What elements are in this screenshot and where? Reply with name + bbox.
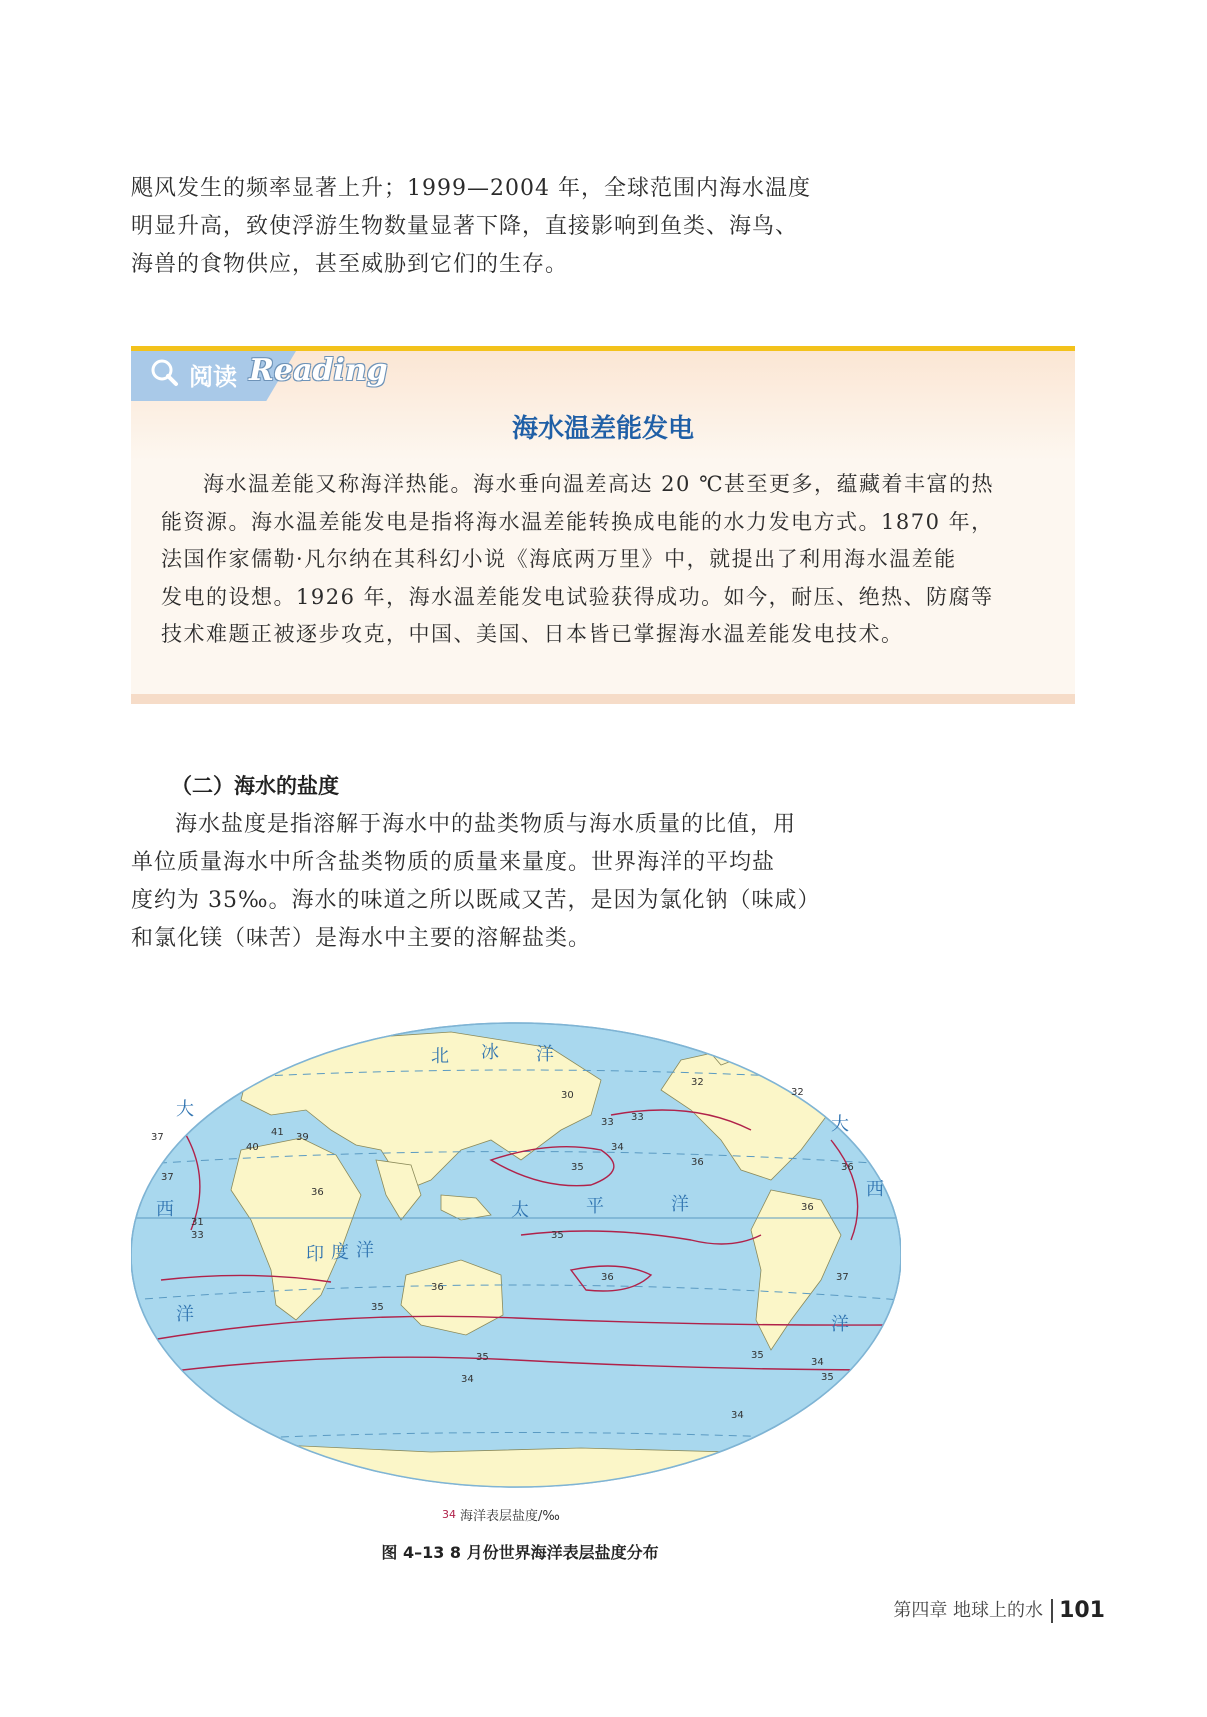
section-heading: （二）海水的盐度 <box>171 774 339 798</box>
reading-title: 海水温差能发电 <box>511 414 694 444</box>
intro-paragraph <box>131 170 851 284</box>
intro-line: 飓风发生的频率显著上升；1999—2004 年，全球范围内海水温度 <box>131 176 811 201</box>
isohaline-label: 36 <box>801 1202 814 1213</box>
isohaline-label: 40 <box>246 1142 259 1153</box>
figure-caption: 图 4–13 8 月份世界海洋表层盐度分布 <box>381 1543 659 1562</box>
intro-line: 明显升高，致使浮游生物数量显著下降，直接影响到鱼类、海鸟、 <box>131 214 799 239</box>
ocean-label: 洋 <box>671 1194 689 1215</box>
isohaline-label: 35 <box>821 1372 834 1383</box>
land-antarctica <box>131 1445 901 1490</box>
isohaline-label: 31 <box>191 1217 204 1228</box>
isohaline-label: 36 <box>311 1187 324 1198</box>
isohaline-label: 36 <box>431 1282 444 1293</box>
ocean-label: 冰 <box>481 1042 499 1063</box>
isohaline-label: 33 <box>631 1112 644 1123</box>
legend-text: 海洋表层盐度/‰ <box>460 1509 560 1524</box>
reading-line: 法国作家儒勒·凡尔纳在其科幻小说《海底两万里》中，就提出了利用海水温差能 <box>161 547 957 571</box>
reading-box <box>131 346 1075 704</box>
ocean-label: 洋 <box>176 1304 194 1325</box>
legend-symbol: 34 <box>442 1508 456 1521</box>
ocean-label: 太 <box>511 1200 529 1221</box>
isohaline-label: 32 <box>791 1087 804 1098</box>
reading-body <box>161 466 1051 654</box>
intro-line: 海兽的食物供应，甚至威胁到它们的生存。 <box>131 252 569 277</box>
isohaline-label: 35 <box>751 1350 764 1361</box>
salinity-map <box>131 1020 901 1490</box>
salinity-line: 单位质量海水中所含盐类物质的质量来量度。世界海洋的平均盐 <box>131 850 776 875</box>
isohaline-label: 34 <box>811 1357 824 1368</box>
ocean-label: 印 <box>306 1244 324 1265</box>
page-number: 101 <box>1059 1598 1105 1623</box>
reading-line: 发电的设想。1926 年，海水温差能发电试验获得成功。如今，耐压、绝热、防腐等 <box>161 584 994 609</box>
ocean-label: 大 <box>831 1114 849 1135</box>
reading-line: 技术难题正被逐步攻克，中国、美国、日本皆已掌握海水温差能发电技术。 <box>161 622 904 646</box>
isohaline-label: 41 <box>271 1127 284 1138</box>
ocean-label: 北 <box>431 1046 449 1067</box>
ocean-label: 大 <box>176 1099 194 1120</box>
isohaline-label: 36 <box>841 1162 854 1173</box>
reading-line: 能资源。海水温差能发电是指将海水温差能转换成电能的水力发电方式。1870 年， <box>161 509 994 534</box>
isohaline-label: 33 <box>601 1117 614 1128</box>
world-map <box>131 1020 901 1490</box>
isohaline-label: 35 <box>371 1302 384 1313</box>
magnifier-icon <box>149 357 179 387</box>
isohaline-label: 35 <box>551 1230 564 1241</box>
isohaline-label: 32 <box>691 1077 704 1088</box>
isohaline-label: 37 <box>161 1172 174 1183</box>
page-footer <box>893 1598 1105 1623</box>
isohaline-label: 34 <box>611 1142 624 1153</box>
isohaline-label: 39 <box>296 1132 309 1143</box>
isohaline-label: 34 <box>461 1374 474 1385</box>
isohaline-label: 36 <box>601 1272 614 1283</box>
ocean-label: 平 <box>586 1196 604 1217</box>
ocean-label: 洋 <box>831 1314 849 1335</box>
map-legend <box>442 1505 560 1524</box>
footer-chapter: 第四章 地球上的水 <box>893 1599 1053 1623</box>
reading-bottom-bar <box>131 694 1075 704</box>
reading-tag-label: 阅读 <box>189 363 237 391</box>
salinity-line: 海水盐度是指溶解于海水中的盐类物质与海水质量的比值，用 <box>175 812 797 837</box>
salinity-line: 和氯化镁（味苦）是海水中主要的溶解盐类。 <box>131 926 592 951</box>
ocean-label: 洋 <box>356 1240 374 1261</box>
isohaline-label: 34 <box>731 1410 744 1421</box>
salinity-paragraph <box>131 806 851 958</box>
isohaline-label: 33 <box>191 1230 204 1241</box>
reading-tag-en: Reading <box>249 353 388 388</box>
ocean-label: 西 <box>866 1179 884 1200</box>
ocean-label: 度 <box>331 1242 349 1263</box>
isohaline-label: 36 <box>691 1157 704 1168</box>
ocean-label: 西 <box>156 1199 174 1220</box>
isohaline-label: 37 <box>836 1272 849 1283</box>
isohaline-label: 30 <box>561 1090 574 1101</box>
isohaline-label: 35 <box>571 1162 584 1173</box>
salinity-line: 度约为 35‰。海水的味道之所以既咸又苦，是因为氯化钠（味咸） <box>131 888 821 913</box>
reading-line: 海水温差能又称海洋热能。海水垂向温差高达 20 ℃甚至更多，蕴藏着丰富的热 <box>203 472 995 496</box>
isohaline-label: 35 <box>476 1352 489 1363</box>
isohaline-label: 37 <box>151 1132 164 1143</box>
ocean-label: 洋 <box>536 1044 554 1065</box>
